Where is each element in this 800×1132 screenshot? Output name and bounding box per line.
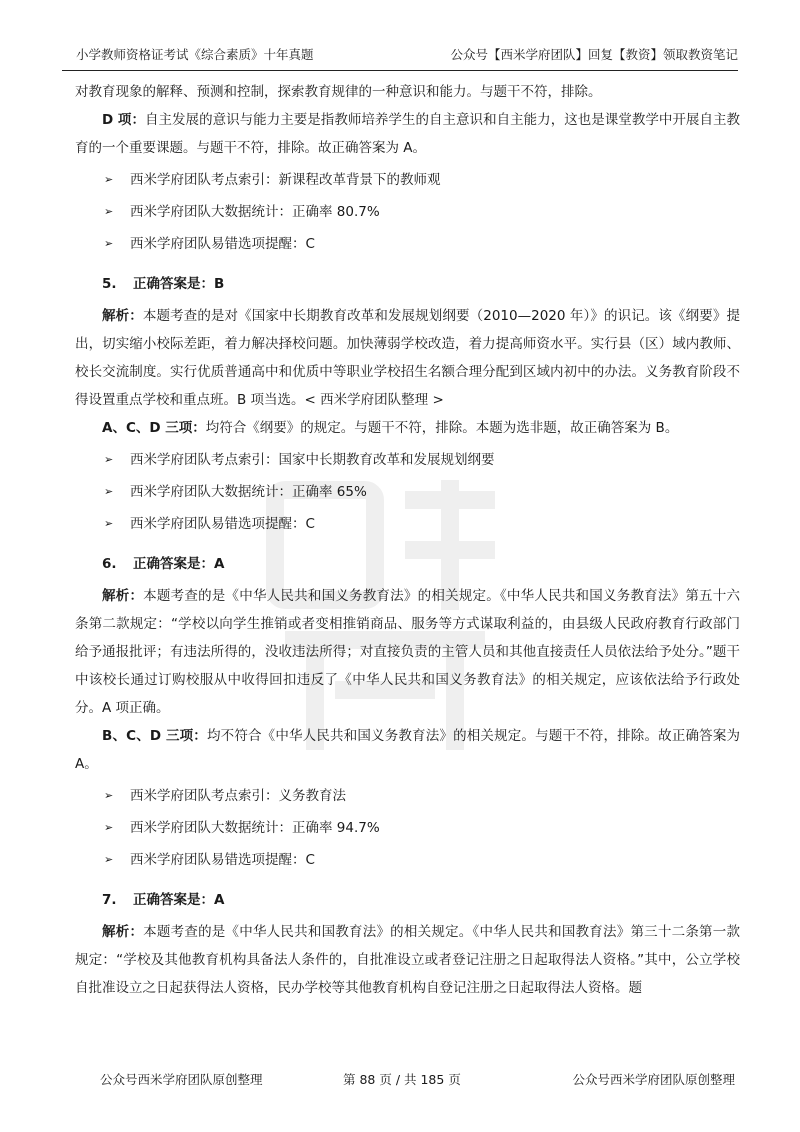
option-d-text: 自主发展的意识与能力主要是指教师培养学生的自主意识和自主能力，这也是课堂教学中开展自主教育的一个重要课题。与题干不符，排除。故正确答案为 A。 [75,112,741,156]
arrow-bullet-icon: ➢ [104,517,114,530]
analysis-text: 本题考查的是《中华人民共和国教育法》的相关规定。《中华人民共和国教育法》第三十二条第一款规定：“学校及其他教育机构具备法人条件的，自批准设立或者登记注册之日起取得法人资格。”其中，公立学校自批准设立之日起获得法人资格，民办学校等其他教育机构自登记注册之日起取得法人资格。题 [75,924,741,996]
page-footer [75,1068,740,1092]
page-number: 第 88 页 / 共 185 页 [343,1072,461,1087]
footer-right: 公众号西米学府团队原创整理 [572,1072,735,1087]
list-item-text: 西米学府团队易错选项提醒：C [130,236,315,252]
page-header [62,44,738,71]
arrow-bullet-icon: ➢ [104,821,114,834]
list-item [75,512,740,536]
list-item-text: 西米学府团队考点索引：国家中长期教育改革和发展规划纲要 [130,452,495,468]
analysis-label: 解析： [102,924,144,940]
list-item-text: 西米学府团队考点索引：新课程改革背景下的教师观 [130,172,441,188]
question-number: 5. [102,276,117,292]
arrow-bullet-icon: ➢ [104,853,114,866]
list-item-text: 西米学府团队大数据统计：正确率 80.7% [130,204,380,220]
arrow-bullet-icon: ➢ [104,173,114,186]
list-item-text: 西米学府团队易错选项提醒：C [130,516,315,532]
arrow-bullet-icon: ➢ [104,237,114,250]
list-item [75,200,740,224]
footer-left: 公众号西米学府团队原创整理 [100,1072,263,1087]
arrow-bullet-icon: ➢ [104,205,114,218]
analysis-label: 解析： [102,308,143,324]
analysis-label: 解析： [102,588,144,604]
other-options-paragraph [75,722,740,778]
continued-paragraph: 对教育现象的解释、预测和控制，探索教育规律的一种意识和能力。与题干不符，排除。 [75,84,602,100]
question-number: 6. [102,556,117,572]
question-7-heading [75,886,740,914]
analysis-paragraph [75,582,740,722]
list-item [75,232,740,256]
other-options-text: 均符合《纲要》的规定。与题干不符，排除。本题为选非题，故正确答案为 B。 [205,420,679,436]
correct-answer: 正确答案是：A [133,892,225,908]
list-item [75,448,740,472]
other-options-paragraph [75,414,740,442]
question-6-heading [75,550,740,578]
arrow-bullet-icon: ➢ [104,485,114,498]
list-item [75,168,740,192]
list-item [75,816,740,840]
header-promo: 公众号【西米学府团队】回复【教资】领取教资笔记 [450,47,738,62]
other-options-text: 均不符合《中华人民共和国义务教育法》的相关规定。与题干不符，排除。故正确答案为 A。 [75,728,741,772]
correct-answer: 正确答案是：B [133,276,225,292]
list-item [75,848,740,872]
question-5-heading [75,270,740,298]
header-title: 小学教师资格证考试《综合素质》十年真题 [76,47,314,62]
list-item [75,480,740,504]
document-body [75,78,740,1002]
list-item-text: 西米学府团队大数据统计：正确率 94.7% [130,820,380,836]
arrow-bullet-icon: ➢ [104,789,114,802]
list-item-text: 西米学府团队易错选项提醒：C [130,852,315,868]
analysis-paragraph [75,918,740,1002]
option-d-label: D 项： [102,112,145,128]
arrow-bullet-icon: ➢ [104,453,114,466]
option-d-paragraph [75,106,740,162]
analysis-text: 本题考查的是《中华人民共和国义务教育法》的相关规定。《中华人民共和国义务教育法》第五十六条第二款规定：“学校以向学生推销或者变相推销商品、服务等方式谋取利益的，由县级人民政府教育行政部门给予通报批评；有违法所得的，没收违法所得；对直接负责的主管人员和其他直接责任人员依法给予处分。”题干中该校长通过订购校服从中收得回扣违反了《中华人民共和国义务教育法》的相关规定，应该依法给予行政处分。A 项正确。 [75,588,741,716]
analysis-paragraph [75,302,740,414]
correct-answer: 正确答案是：A [133,556,225,572]
other-options-label: A、C、D 三项： [102,420,206,436]
list-item [75,784,740,808]
list-item-text: 西米学府团队大数据统计：正确率 65% [130,484,367,500]
question-number: 7. [102,892,117,908]
other-options-label: B、C、D 三项： [102,728,207,744]
list-item-text: 西米学府团队考点索引：义务教育法 [130,788,346,804]
analysis-text: 本题考查的是对《国家中长期教育改革和发展规划纲要（2010—2020 年）》的识记。该《纲要》提出，切实缩小校际差距，着力解决择校问题。加快薄弱学校改造，着力提高师资水平。实行县（区）域内教师、校长交流制度。实行优质普通高中和优质中等职业学校招生名额合理分配到区域内初中的办法。义务教育阶段不得设置重点学校和重点班。B 项当选。< 西米学府团队整理 > [75,308,741,408]
